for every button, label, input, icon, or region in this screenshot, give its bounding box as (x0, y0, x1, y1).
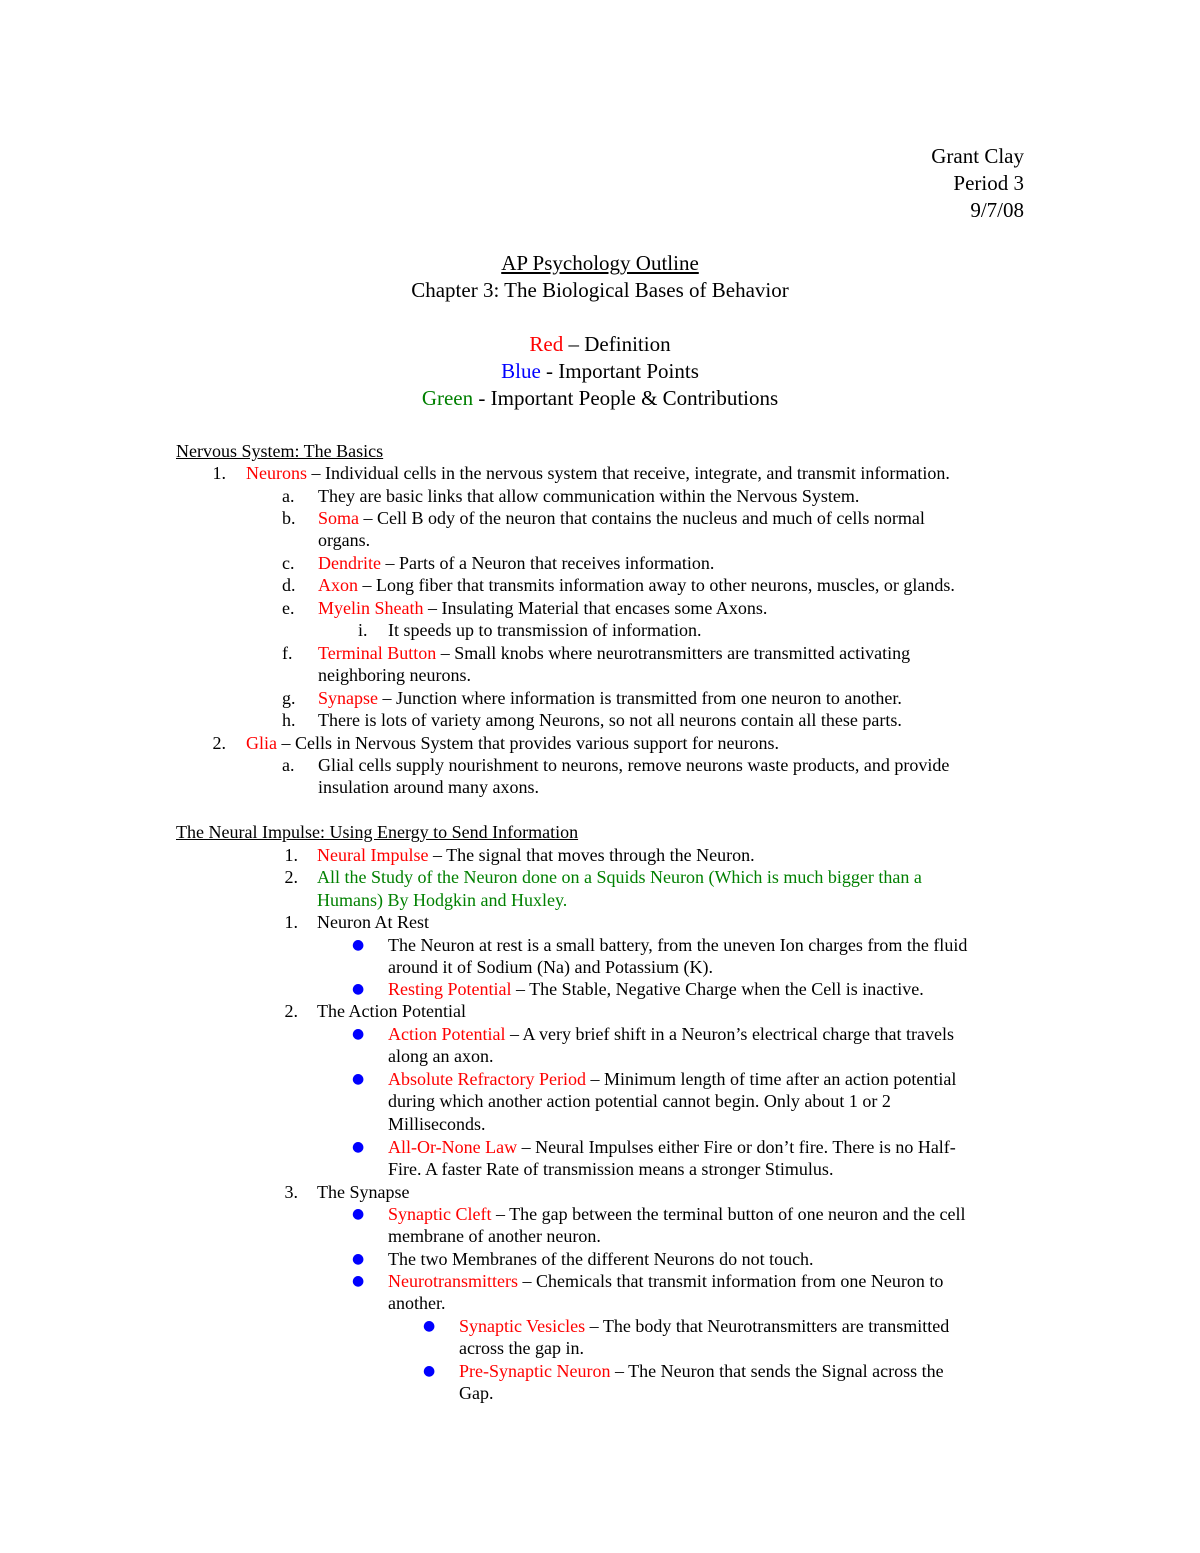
bullet-icon: ● (352, 937, 365, 953)
bullet-item-continuation: during which another action potential cannot begin. Only about 1 or 2 (388, 1091, 891, 1111)
list-marker: e. (282, 598, 295, 618)
list-marker: c. (282, 553, 295, 573)
bullet-item: Synaptic Cleft – The gap between the terminal button of one neuron and the cell (388, 1204, 966, 1224)
sub-bullet-item-continuation: Gap. (459, 1383, 494, 1403)
term-definition: Synaptic Vesicles (459, 1316, 586, 1336)
term-definition: Dendrite (318, 553, 381, 573)
list-item: Soma – Cell B ody of the neuron that contains the nucleus and much of cells normal (318, 508, 925, 528)
term-definition: Synapse (318, 688, 378, 708)
bullet-icon: ● (352, 1273, 365, 1289)
list-item: Axon – Long fiber that transmits information away to other neurons, muscles, or glands. (318, 575, 955, 595)
term-definition: Terminal Button (318, 643, 437, 663)
bullet-icon: ● (352, 1251, 365, 1267)
list-item: They are basic links that allow communication within the Nervous System. (318, 486, 860, 506)
list-marker: f. (282, 643, 293, 663)
bullet-icon: ● (352, 1206, 365, 1222)
people-contribution-continuation: Humans) By Hodgkin and Huxley. (317, 890, 568, 910)
bullet-item: Action Potential – A very brief shift in a Neuron’s electrical charge that travels (388, 1024, 954, 1044)
term-definition: Resting Potential (388, 979, 512, 999)
author-name: Grant Clay (931, 144, 1024, 168)
sub-bullet-item: Synaptic Vesicles – The body that Neurotransmitters are transmitted (459, 1316, 950, 1336)
list-item: Synapse – Junction where information is transmitted from one neuron to another. (318, 688, 902, 708)
term-definition: Synaptic Cleft (388, 1204, 492, 1224)
list-item: Terminal Button – Small knobs where neurotransmitters are transmitted activating (318, 643, 911, 663)
list-marker: i. (358, 620, 368, 640)
bullet-item: Resting Potential – The Stable, Negative Charge when the Cell is inactive. (388, 979, 924, 999)
bullet-icon: ● (352, 1071, 365, 1087)
term-definition: Axon (318, 575, 358, 595)
title-block (0, 250, 1200, 412)
legend-color-word: Blue (501, 359, 541, 383)
term-definition: Neurotransmitters (388, 1271, 518, 1291)
class-period: Period 3 (953, 171, 1024, 195)
bullet-item-continuation: around it of Sodium (Na) and Potassium (K). (388, 957, 713, 977)
bullet-item: The Neuron at rest is a small battery, from the uneven Ion charges from the fluid (388, 935, 968, 955)
list-item: Glial cells supply nourishment to neurons, remove neurons waste products, and provide (318, 755, 950, 775)
list-item: Neurons – Individual cells in the nervous system that receive, integrate, and transmit information. (246, 463, 950, 483)
list-item: Dendrite – Parts of a Neuron that receives information. (318, 553, 715, 573)
term-definition: All-Or-None Law (388, 1137, 518, 1157)
term-definition: Absolute Refractory Period (388, 1069, 586, 1089)
list-item: Neural Impulse – The signal that moves through the Neuron. (317, 845, 755, 865)
list-marker: 3. (284, 1182, 298, 1202)
subsection-title: The Synapse (317, 1182, 410, 1202)
list-marker: g. (282, 688, 296, 708)
people-contribution: All the Study of the Neuron done on a Squids Neuron (Which is much bigger than a (317, 867, 922, 887)
list-item: Myelin Sheath – Insulating Material that encases some Axons. (318, 598, 768, 618)
bullet-item-continuation: membrane of another neuron. (388, 1226, 601, 1246)
bullet-item: Absolute Refractory Period – Minimum length of time after an action potential (388, 1069, 957, 1089)
bullet-item: Neurotransmitters – Chemicals that transmit information from one Neuron to (388, 1271, 944, 1291)
bullet-item: All-Or-None Law – Neural Impulses either Fire or don’t fire. There is no Half- (388, 1137, 956, 1157)
sub-bullet-item: Pre-Synaptic Neuron – The Neuron that sends the Signal across the (459, 1361, 944, 1381)
term-definition: Soma (318, 508, 360, 528)
section-heading: The Neural Impulse: Using Energy to Send Information (176, 822, 579, 842)
bullet-item-continuation: Fire. A faster Rate of transmission means a stronger Stimulus. (388, 1159, 834, 1179)
list-marker: 1. (284, 845, 298, 865)
bullet-item-continuation: another. (388, 1293, 446, 1313)
list-item: It speeds up to transmission of information. (388, 620, 702, 640)
legend-color-word: Red (529, 332, 564, 356)
sub-bullet-item-continuation: across the gap in. (459, 1338, 584, 1358)
legend-color-word: Green (421, 386, 474, 410)
list-item: Glia – Cells in Nervous System that provides various support for neurons. (246, 733, 779, 753)
list-marker: 2. (284, 867, 298, 887)
list-marker: 2. (212, 733, 226, 753)
subsection-title: The Action Potential (317, 1001, 466, 1021)
term-definition: Glia (246, 733, 277, 753)
section-heading: Nervous System: The Basics (176, 441, 384, 461)
bullet-icon: ● (352, 1026, 365, 1042)
bullet-icon: ● (423, 1318, 436, 1334)
list-marker: d. (282, 575, 296, 595)
term-definition: Myelin Sheath (318, 598, 424, 618)
list-item-continuation: organs. (318, 530, 371, 550)
list-marker: 2. (284, 1001, 298, 1021)
list-item-continuation: neighboring neurons. (318, 665, 471, 685)
legend-red: Red – Definition (529, 332, 671, 356)
list-item: There is lots of variety among Neurons, so not all neurons contain all these parts. (318, 710, 902, 730)
list-item-continuation: insulation around many axons. (318, 777, 539, 797)
list-marker: a. (282, 486, 295, 506)
list-marker: a. (282, 755, 295, 775)
list-marker: 1. (284, 912, 298, 932)
chapter-title: Chapter 3: The Biological Bases of Behavior (411, 278, 789, 302)
legend-blue: Blue - Important Points (501, 359, 699, 383)
header-block (931, 143, 1024, 224)
list-marker: h. (282, 710, 296, 730)
term-definition: Action Potential (388, 1024, 506, 1044)
bullet-icon: ● (352, 1139, 365, 1155)
list-marker: b. (282, 508, 296, 528)
bullet-item-continuation: along an axon. (388, 1046, 494, 1066)
term-definition: Pre-Synaptic Neuron (459, 1361, 611, 1381)
list-marker: 1. (212, 463, 226, 483)
bullet-item-continuation: Milliseconds. (388, 1114, 486, 1134)
term-definition: Neural Impulse (317, 845, 429, 865)
bullet-icon: ● (352, 981, 365, 997)
legend-green: Green - Important People & Contributions (421, 386, 779, 410)
bullet-icon: ● (423, 1363, 436, 1379)
subsection-title: Neuron At Rest (317, 912, 429, 932)
term-definition: Neurons (246, 463, 307, 483)
document-date: 9/7/08 (970, 198, 1024, 222)
document-title: AP Psychology Outline (501, 251, 699, 275)
bullet-item: The two Membranes of the different Neurons do not touch. (388, 1249, 814, 1269)
